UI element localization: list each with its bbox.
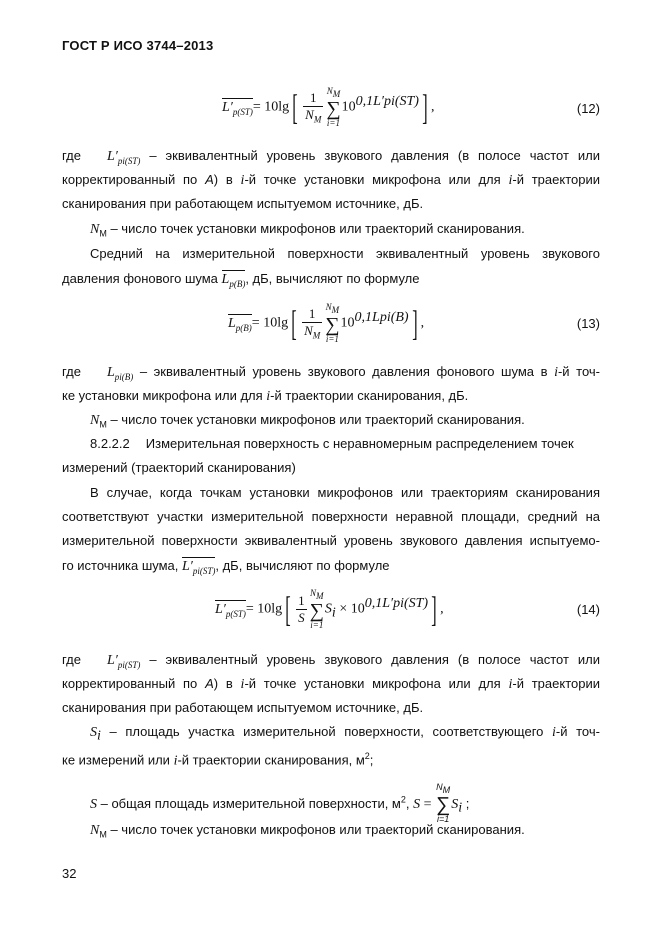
paragraph-line: давления фонового шума $L_{p(B)}$, дБ, вычисляют по формуле [62, 271, 420, 289]
eq13-exponent: 0,1Lpi(B) [354, 309, 409, 325]
sigma-icon: $N_M$ ∑ i=1 [325, 302, 340, 344]
left-bracket-icon: [ [292, 87, 298, 128]
paragraph-line: ке измерений или i-й траектории сканирования, $м^2$; [62, 751, 374, 769]
eq13-fraction: $\frac{1}{N_M}$ [304, 306, 321, 341]
equation-14: $L'_{p(ST)}= 10\lg$[ $\frac{1}{S}$ $N_M$ ∑ i=1 $S_i \times 10^{0,1L'pi(ST)}$] , [215, 588, 444, 630]
paragraph-line: ке установки микрофона или для i-й траектории сканирования, дБ. [62, 388, 469, 404]
paragraph-line: го источника шума, $L'_{pi(ST)}$, дБ, вычисляют по формуле [62, 558, 390, 576]
paragraph-line: корректированный по A) в i-й точке установки микрофона или для i-й траектории [62, 172, 601, 188]
paragraph-where-2: где $L_{pi(B)}$ – эквивалентный уровень звукового давления фонового шума в i-й точ- [62, 364, 600, 382]
nm-definition-1: $N_M$ – число точек установки микрофонов или траекторий сканирования. [90, 221, 525, 239]
right-bracket-icon: ] [411, 303, 418, 344]
page-number: 32 [62, 866, 77, 881]
eq14-lhs: $L'_{p(ST)}$ [215, 601, 246, 619]
nm-definition-2: $N_M$ – число точек установки микрофонов или траекторий сканирования. [90, 412, 525, 430]
equation-13: $L_{p(B)}= 10\lg$[ $\frac{1}{N_M}$ $N_M$ ∑ i=1 $10^{0,1Lpi(B)}$] , [228, 302, 425, 344]
paragraph-line: соответствуют участки измерительной поверхности неравной площади, средний на [62, 509, 600, 524]
document-header: ГОСТ Р ИСО 3744–2013 [62, 38, 214, 53]
s-definition: S – общая площадь измерительной поверхности, $м^2$, S = $N_M$ ∑ i=1 $S_i$ ; [90, 782, 470, 824]
eq14-exponent: 0,1L′pi(ST) [364, 595, 429, 611]
eq12-exponent: 0,1L′pi(ST) [355, 93, 419, 109]
right-bracket-icon: ] [422, 87, 428, 128]
sigma-icon: $N_M$ ∑ i=1 [436, 782, 451, 824]
eq13-lhs: $L_{p(B)}$ [228, 315, 252, 333]
eq14-equals: = 10lg [245, 601, 283, 617]
equation-number-12: (12) [576, 101, 600, 116]
section-heading-cont: измерений (траекторий сканирования) [62, 460, 296, 475]
paragraph-line: корректированный по A) в i-й точке установки микрофона или для i-й траектории [62, 676, 601, 692]
sigma-icon: $N_M$ ∑ i=1 [326, 86, 341, 128]
eq12-fraction: $\frac{1}{N_M}$ [305, 90, 322, 125]
paragraph-line: В случае, когда точкам установки микрофонов или траекториям сканирования [90, 485, 600, 500]
paragraph-line: Средний на измерительной поверхности эквивалентный уровень звукового [90, 246, 600, 261]
si-definition: $S_i$ – площадь участка измерительной поверхности, соответствующего i-й точ- [90, 724, 600, 744]
paragraph-line: сканирования при работающем испытуемом источнике, дБ. [62, 196, 424, 211]
eq12-lhs: $L'_{p(ST)}$ [222, 99, 253, 117]
left-bracket-icon: [ [291, 303, 297, 344]
right-bracket-icon: ] [431, 589, 437, 630]
eq13-equals: = 10lg [251, 315, 289, 331]
section-heading: 8.2.2.2 Измерительная поверхность с неравномерным распределением точек [90, 436, 574, 451]
eq12-equals: = 10lg [252, 99, 290, 115]
equation-number-14: (14) [576, 602, 600, 617]
paragraph-line: сканирования при работающем испытуемом источнике, дБ. [62, 700, 424, 715]
eq14-fraction: $\frac{1}{S}$ [298, 592, 305, 625]
nm-definition-3: $N_M$ – число точек установки микрофонов или траекторий сканирования. [90, 822, 525, 840]
equation-12: $L'_{p(ST)}= 10\lg$[ $\frac{1}{N_M}$ $N_M$ ∑ i=1 $10^{0,1L'pi(ST)}$] , [222, 86, 435, 128]
paragraph-where-3: где $L'_{pi(ST)}$ – эквивалентный уровень звукового давления (в полосе частот или [62, 652, 600, 670]
paragraph-line: измерительной поверхности эквивалентный уровень звукового давления испытуемо- [62, 533, 600, 548]
left-bracket-icon: [ [285, 589, 291, 630]
equation-number-13: (13) [576, 316, 600, 331]
paragraph-where-1: где $L'_{pi(ST)}$ – эквивалентный уровень звукового давления (в полосе частот или [62, 148, 600, 166]
sigma-icon: $N_M$ ∑ i=1 [309, 588, 324, 630]
